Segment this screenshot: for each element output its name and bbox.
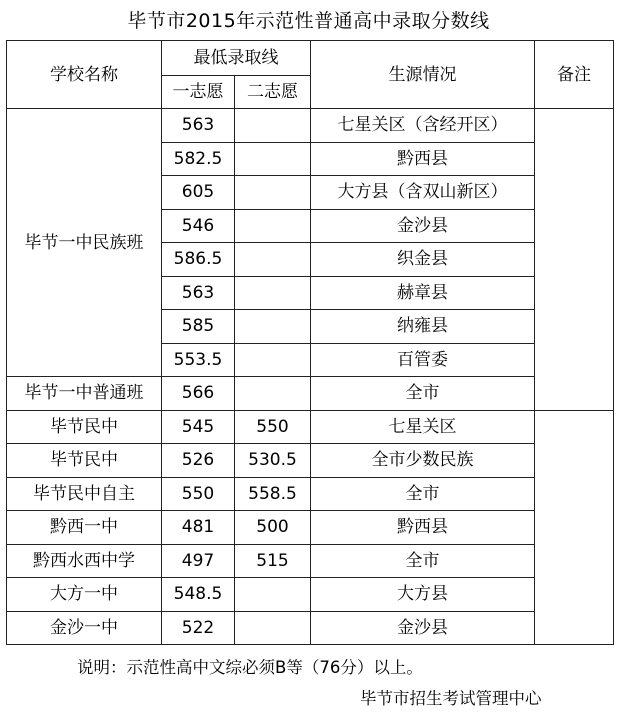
header-choice1: 一志愿 xyxy=(162,76,235,109)
choice2-cell: 558.5 xyxy=(235,477,311,511)
choice2-cell xyxy=(235,209,311,243)
table-row xyxy=(7,578,614,612)
table-row xyxy=(7,109,614,143)
header-source: 生源情况 xyxy=(311,41,535,109)
choice1-cell: 582.5 xyxy=(162,142,235,176)
choice1-cell: 497 xyxy=(162,544,235,578)
choice1-cell: 550 xyxy=(162,477,235,511)
remark-cell xyxy=(535,410,614,645)
choice1-cell: 585 xyxy=(162,310,235,344)
choice2-cell xyxy=(235,142,311,176)
source-cell: 纳雍县 xyxy=(311,310,535,344)
header-row xyxy=(7,41,614,76)
source-cell: 全市少数民族 xyxy=(311,444,535,478)
school-cell: 毕节一中普通班 xyxy=(7,377,162,411)
score-table xyxy=(6,40,614,645)
school-cell: 金沙一中 xyxy=(7,611,162,645)
choice2-cell xyxy=(235,243,311,277)
choice2-cell xyxy=(235,611,311,645)
choice2-cell: 515 xyxy=(235,544,311,578)
choice1-cell: 522 xyxy=(162,611,235,645)
choice1-cell: 586.5 xyxy=(162,243,235,277)
choice1-cell: 563 xyxy=(162,109,235,143)
choice2-cell xyxy=(235,578,311,612)
choice1-cell: 605 xyxy=(162,176,235,210)
school-cell: 黔西水西中学 xyxy=(7,544,162,578)
choice1-cell: 481 xyxy=(162,511,235,545)
source-cell: 金沙县 xyxy=(311,611,535,645)
choice1-cell: 545 xyxy=(162,410,235,444)
source-cell: 七星关区 xyxy=(311,410,535,444)
choice1-cell: 566 xyxy=(162,377,235,411)
choice2-cell xyxy=(235,276,311,310)
table-row xyxy=(7,477,614,511)
source-cell: 大方县（含双山新区） xyxy=(311,176,535,210)
remark-cell xyxy=(535,109,614,411)
header-min-score: 最低录取线 xyxy=(162,41,311,76)
page-title: 毕节市2015年示范性普通高中录取分数线 xyxy=(127,10,490,32)
source-cell: 赫章县 xyxy=(311,276,535,310)
source-cell: 大方县 xyxy=(311,578,535,612)
choice1-cell: 546 xyxy=(162,209,235,243)
table-row xyxy=(7,611,614,645)
choice2-cell xyxy=(235,377,311,411)
table-row xyxy=(7,511,614,545)
school-cell: 毕节一中民族班 xyxy=(7,109,162,377)
choice1-cell: 548.5 xyxy=(162,578,235,612)
school-cell: 大方一中 xyxy=(7,578,162,612)
table-row xyxy=(7,410,614,444)
table-row xyxy=(7,444,614,478)
header-remark: 备注 xyxy=(535,41,614,109)
choice2-cell xyxy=(235,343,311,377)
choice1-cell: 563 xyxy=(162,276,235,310)
source-cell: 金沙县 xyxy=(311,209,535,243)
source-cell: 织金县 xyxy=(311,243,535,277)
choice2-cell xyxy=(235,310,311,344)
choice2-cell: 500 xyxy=(235,511,311,545)
choice1-cell: 526 xyxy=(162,444,235,478)
header-choice2: 二志愿 xyxy=(235,76,311,109)
school-cell: 黔西一中 xyxy=(7,511,162,545)
footnote: 说明：示范性高中文综必须B等（76分）以上。 xyxy=(77,658,423,677)
source-cell: 全市 xyxy=(311,377,535,411)
choice2-cell: 530.5 xyxy=(235,444,311,478)
table-row xyxy=(7,377,614,411)
choice2-cell xyxy=(235,109,311,143)
source-cell: 全市 xyxy=(311,544,535,578)
source-cell: 百管委 xyxy=(311,343,535,377)
source-cell: 七星关区（含经开区） xyxy=(311,109,535,143)
choice2-cell: 550 xyxy=(235,410,311,444)
header-school: 学校名称 xyxy=(7,41,162,109)
table-row xyxy=(7,544,614,578)
choice1-cell: 553.5 xyxy=(162,343,235,377)
source-cell: 黔西县 xyxy=(311,511,535,545)
school-cell: 毕节民中 xyxy=(7,410,162,444)
source-cell: 黔西县 xyxy=(311,142,535,176)
school-cell: 毕节民中 xyxy=(7,444,162,478)
school-cell: 毕节民中自主 xyxy=(7,477,162,511)
issuer-signature: 毕节市招生考试管理中心 xyxy=(360,689,542,708)
source-cell: 全市 xyxy=(311,477,535,511)
choice2-cell xyxy=(235,176,311,210)
